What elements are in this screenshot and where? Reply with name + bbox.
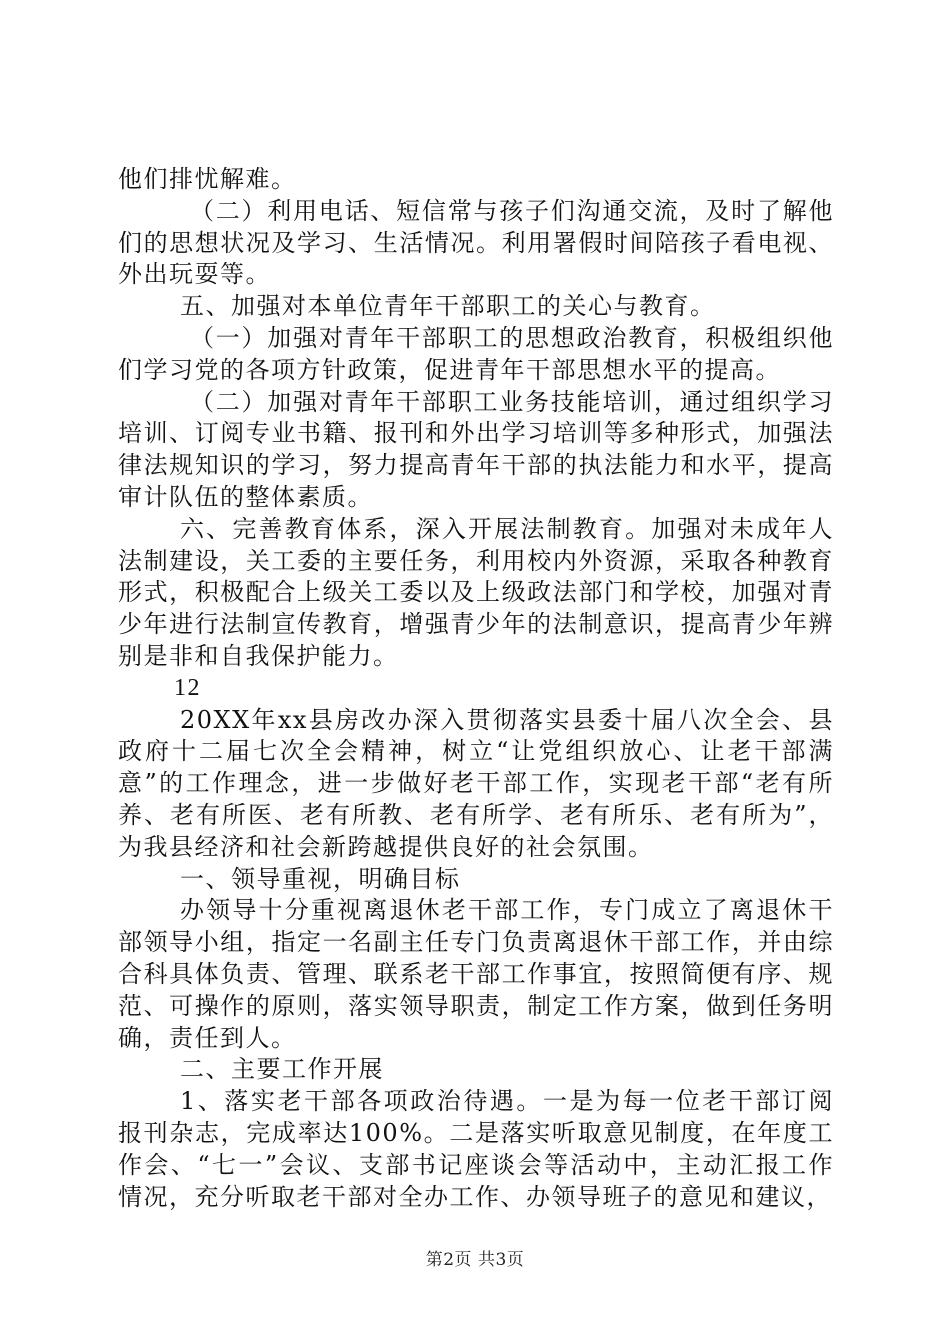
document-body [118, 164, 834, 1213]
section-heading-6: 六、完善教育体系，深入开展法制教育。加强对未成年人法制建设，关工委的主要任务，利用校内外资源，采取各种教育形式，积极配合上级关工委以及上级政法部门和学校，加强对青少年进行法制宣传教育，增强青少年的法制意识，提高青少年辨别是非和自我保护能力。 [118, 514, 834, 670]
section-heading-1: 一、领导重视，明确目标 [180, 864, 461, 893]
paragraph-item-2-training: （二）加强对青年干部职工业务技能培训，通过组织学习培训、订阅专业书籍、报刊和外出学习培训等多种形式，加强法律法规知识的学习，努力提高青年干部的执法能力和水平，提高审计队伍的整体素质。 [118, 387, 834, 511]
paragraph-intro: 20XX年xx县房改办深入贯彻落实县委十届八次全会、县政府十二届七次全会精神，树立“让党组织放心、让老干部满意”的工作理念，进一步做好老干部工作，实现老干部“老有所养、老有所医、老有所教、老有所学、老有所乐、老有所为”，为我县经济和社会新跨越提供良好的社会氛围。 [118, 705, 834, 861]
paragraph-leadership: 办领导十分重视离退休老干部工作，专门成立了离退休干部领导小组，指定一名副主任专门负责离退休干部工作，并由综合科具体负责、管理、联系老干部工作事宜，按照简便有序、规范、可操作的原则，落实领导职责，制定工作方案，做到任务明确，责任到人。 [118, 896, 834, 1052]
section-heading-2: 二、主要工作开展 [180, 1055, 384, 1084]
paragraph-number: 12 [174, 674, 201, 701]
paragraph-continuation: 他们排忧解难。 [118, 165, 297, 193]
page-footer: 第2页 共3页 [425, 1250, 525, 1270]
paragraph-work-1: 1、落实老干部各项政治待遇。一是为每一位老干部订阅报刊杂志，完成率达100%。二是落实听取意见制度，在年度工作会、“七一”会议、支部书记座谈会等活动中，主动汇报工作情况，充分听取老干部对全办工作、办领导班子的意见和建议， [118, 1087, 834, 1211]
paragraph-item-1-politics: （一）加强对青年干部职工的思想政治教育，积极组织他们学习党的各项方针政策，促进青年干部思想水平的提高。 [118, 323, 834, 384]
section-heading-5: 五、加强对本单位青年干部职工的关心与教育。 [180, 292, 716, 321]
paragraph-item-2-phone: （二）利用电话、短信常与孩子们沟通交流，及时了解他们的思想状况及学习、生活情况。利用署假时间陪孩子看电视、外出玩耍等。 [118, 196, 834, 289]
